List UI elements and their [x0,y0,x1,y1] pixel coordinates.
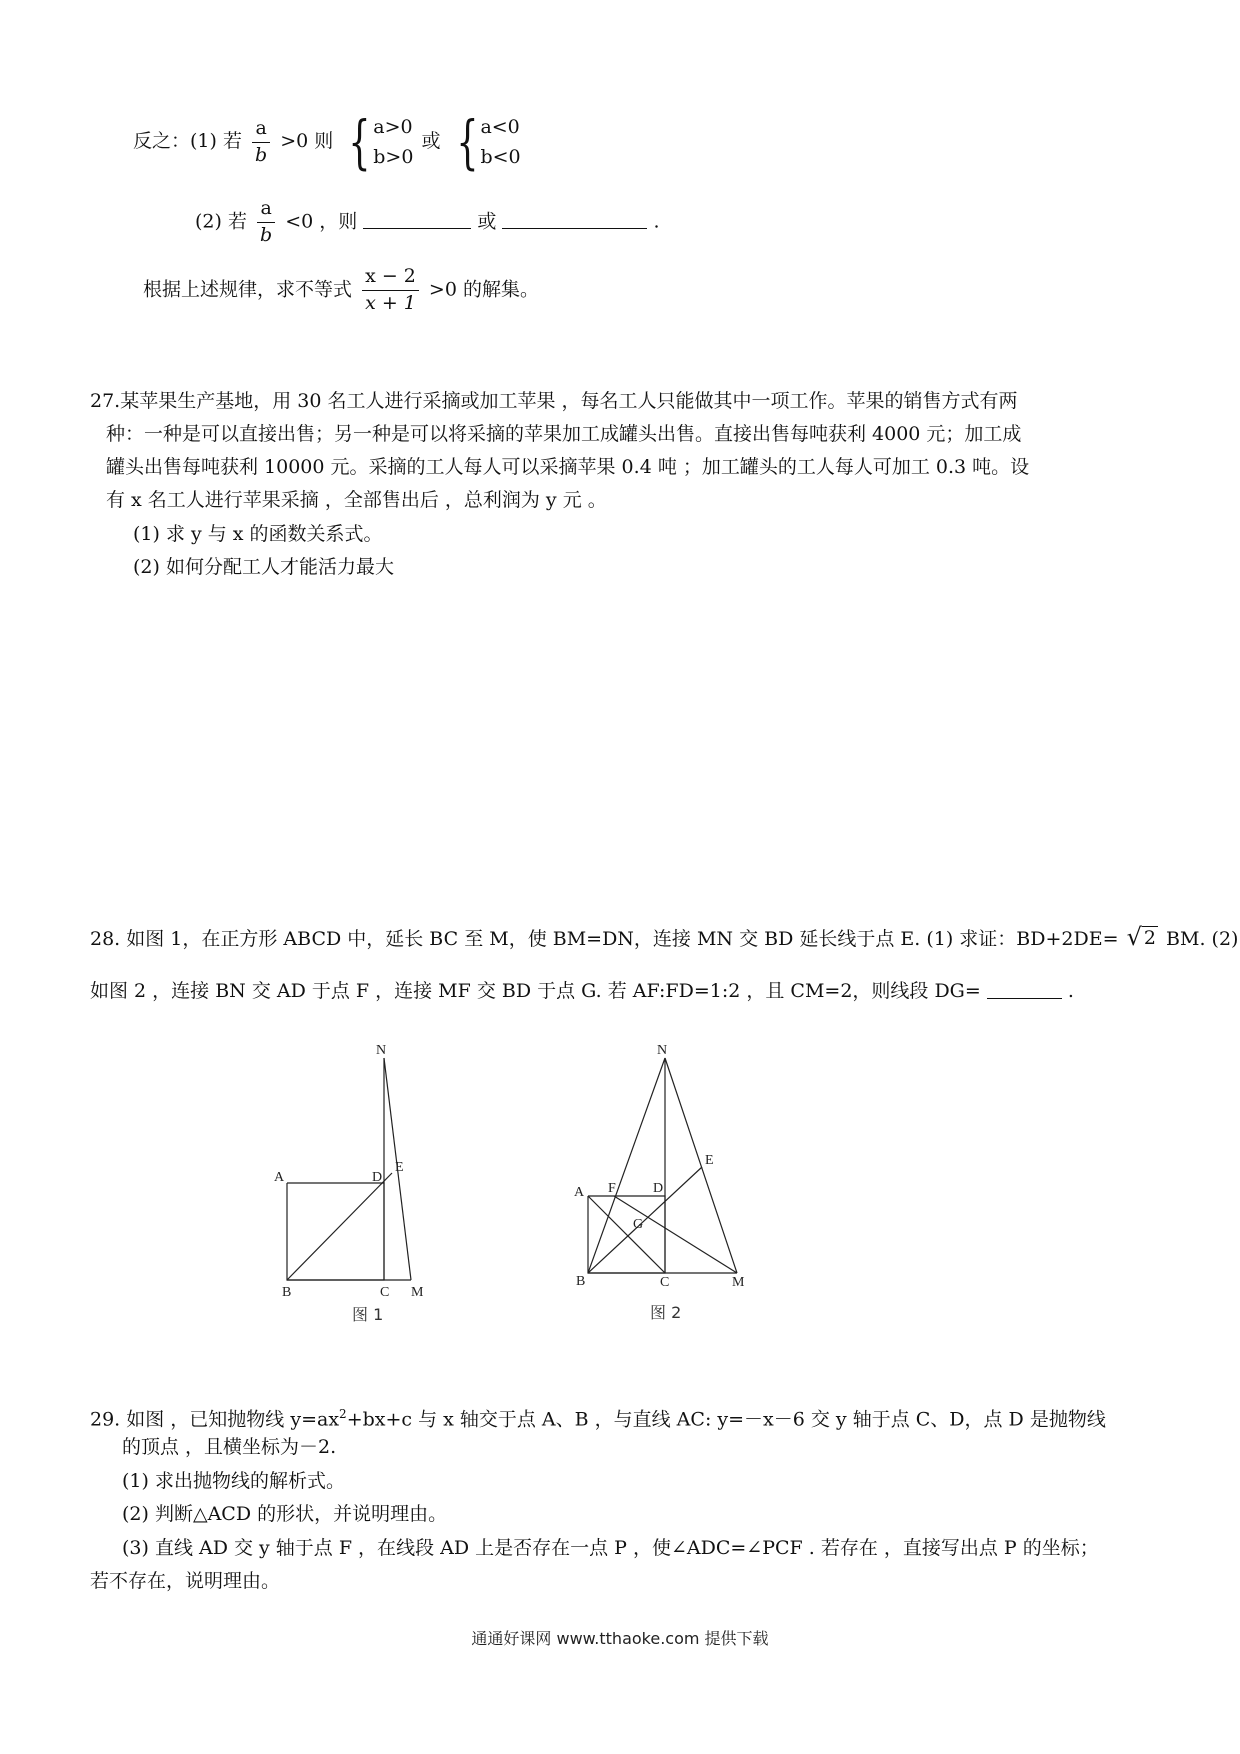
q28-line-2 [90,975,1074,1008]
fraction-a-over-b [257,198,275,247]
label-e: E [395,1160,404,1175]
answer-blank-1[interactable] [363,208,471,229]
rule-line-2-end: . [653,210,660,233]
rule-line-1-prefix: 反之：(1) 若 [133,130,242,152]
q29-line-1-text-b: +bx+c 与 x 轴交于点 A、B ，与直线 AC: y=－x－6 交 y 轴于点 C、D，点 D 是抛物线 [346,1408,1106,1431]
system-positive-line-2: b>0 [373,146,414,168]
figure-2-svg [570,1040,750,1300]
left-brace-icon: { [455,108,479,176]
rule-line-2-or: 或 [477,210,497,233]
line-be [588,1167,702,1273]
rule-line-3-prefix: 根据上述规律，求不等式 [143,278,353,301]
system-positive [341,108,414,176]
label-g: G [633,1217,644,1232]
label-b: B [282,1285,292,1300]
q27-line-3: 罐头出售每吨获利 10000 元。采摘的工人每人可以采摘苹果 0.4 吨 ；加工罐头的工人每人可加工 0.3 吨。设 [106,456,1030,478]
label-n: N [657,1043,668,1058]
fraction-denominator: b [260,223,273,246]
q29-line-2: 的顶点 ，且横坐标为－2. [122,1436,337,1458]
line-mf [614,1196,737,1273]
figure-1-caption: 图 1 [352,1305,384,1324]
system-negative [449,108,521,176]
fraction-numerator: a [257,198,274,223]
label-a: A [574,1185,585,1200]
label-d: D [372,1170,383,1185]
q29-sub-question-1: (1) 求出抛物线的解析式。 [122,1470,345,1492]
q27-line-4: 有 x 名工人进行苹果采摘 ，全部售出后 ，总利润为 y 元 。 [106,489,607,511]
inequality-gt: >0 [428,278,457,301]
label-m: M [411,1285,424,1300]
label-a: A [274,1170,285,1185]
figure-2 [570,1040,750,1300]
line-bn [588,1058,665,1273]
q28-line-1 [90,923,1238,956]
line-be [287,1173,392,1280]
q28-line-2-text: 如图 2 ，连接 BN 交 AD 于点 F ，连接 MF 交 BD 于点 G. 若 AF:FD=1:2 ，且 CM=2，则线段 DG= [90,980,981,1002]
rule-line-3 [143,266,539,315]
q29-exponent: 2 [339,1407,347,1421]
fraction-denominator: b [255,143,268,166]
fraction-a-over-b [252,118,270,167]
inequality-denominator: x + 1 [365,291,416,314]
sqrt-value: 2 [1143,927,1156,949]
label-c: C [660,1275,670,1290]
fraction-numerator: a [252,118,269,143]
gt-zero-then: >0 则 [280,130,334,152]
q27-sub-question-1: (1) 求 y 与 x 的函数关系式。 [133,523,383,545]
system-positive-line-1: a>0 [373,116,413,138]
inequality-numerator: x − 2 [362,266,419,291]
q29-sub-question-3-continued: 若不存在，说明理由。 [90,1570,281,1592]
label-c: C [380,1285,390,1300]
q27-line-2: 种：一种是可以直接出售；另一种是可以将采摘的苹果加工成罐头出售。直接出售每吨获利 4000 元；加工成 [106,423,1022,445]
system-negative-line-2: b<0 [480,146,521,168]
label-b: B [576,1274,586,1289]
lt-zero-then: <0 ，则 [285,210,358,233]
rule-line-2 [195,198,660,247]
q28-line-1-text: 28. 如图 1，在正方形 ABCD 中，延长 BC 至 M，使 BM=DN，连接 MN 交 BD 延长线于点 E. (1) 求证：BD+2DE= [90,928,1119,950]
figure-1 [270,1040,450,1300]
label-n: N [376,1043,387,1058]
q29-sub-question-2: (2) 判断△ACD 的形状，并说明理由。 [122,1503,448,1525]
dg-answer-blank[interactable] [987,978,1062,999]
label-d: D [653,1181,664,1196]
sqrt-two [1127,925,1158,949]
line-mn [665,1058,737,1273]
system-negative-line-1: a<0 [480,116,520,138]
q29-line-1-text-a: 29. 如图 ，已知抛物线 y=ax [90,1408,340,1431]
figure-1-svg [270,1040,450,1300]
q29-sub-question-3: (3) 直线 AD 交 y 轴于点 F ，在线段 AD 上是否存在一点 P ，使∠ADC=∠PCF . 若存在 ，直接写出点 P 的坐标； [122,1537,1099,1559]
footer-credit: 通通好课网 www.tthaoke.com 提供下载 [471,1629,769,1648]
label-m: M [732,1275,745,1290]
q28-line-2-end: . [1067,980,1074,1002]
label-e: E [705,1153,714,1168]
inequality-fraction [362,266,419,315]
figure-2-caption: 图 2 [650,1303,682,1322]
radical-icon: √ [1126,923,1142,951]
label-f: F [608,1181,616,1196]
q27-line-1: 27.某苹果生产基地，用 30 名工人进行采摘或加工苹果 ，每名工人只能做其中一项工作。苹果的销售方式有两 [90,390,1018,412]
rule-line-2-prefix: (2) 若 [195,210,247,233]
answer-blank-2[interactable] [502,208,647,229]
or-text: 或 [421,130,441,152]
rule-line-3-suffix: 的解集。 [462,278,539,301]
q27-sub-question-2: (2) 如何分配工人才能活力最大 [133,556,394,578]
q28-line-1-end: BM. (2) [1166,928,1239,950]
left-brace-icon: { [348,108,371,176]
rule-line-1 [133,108,523,176]
